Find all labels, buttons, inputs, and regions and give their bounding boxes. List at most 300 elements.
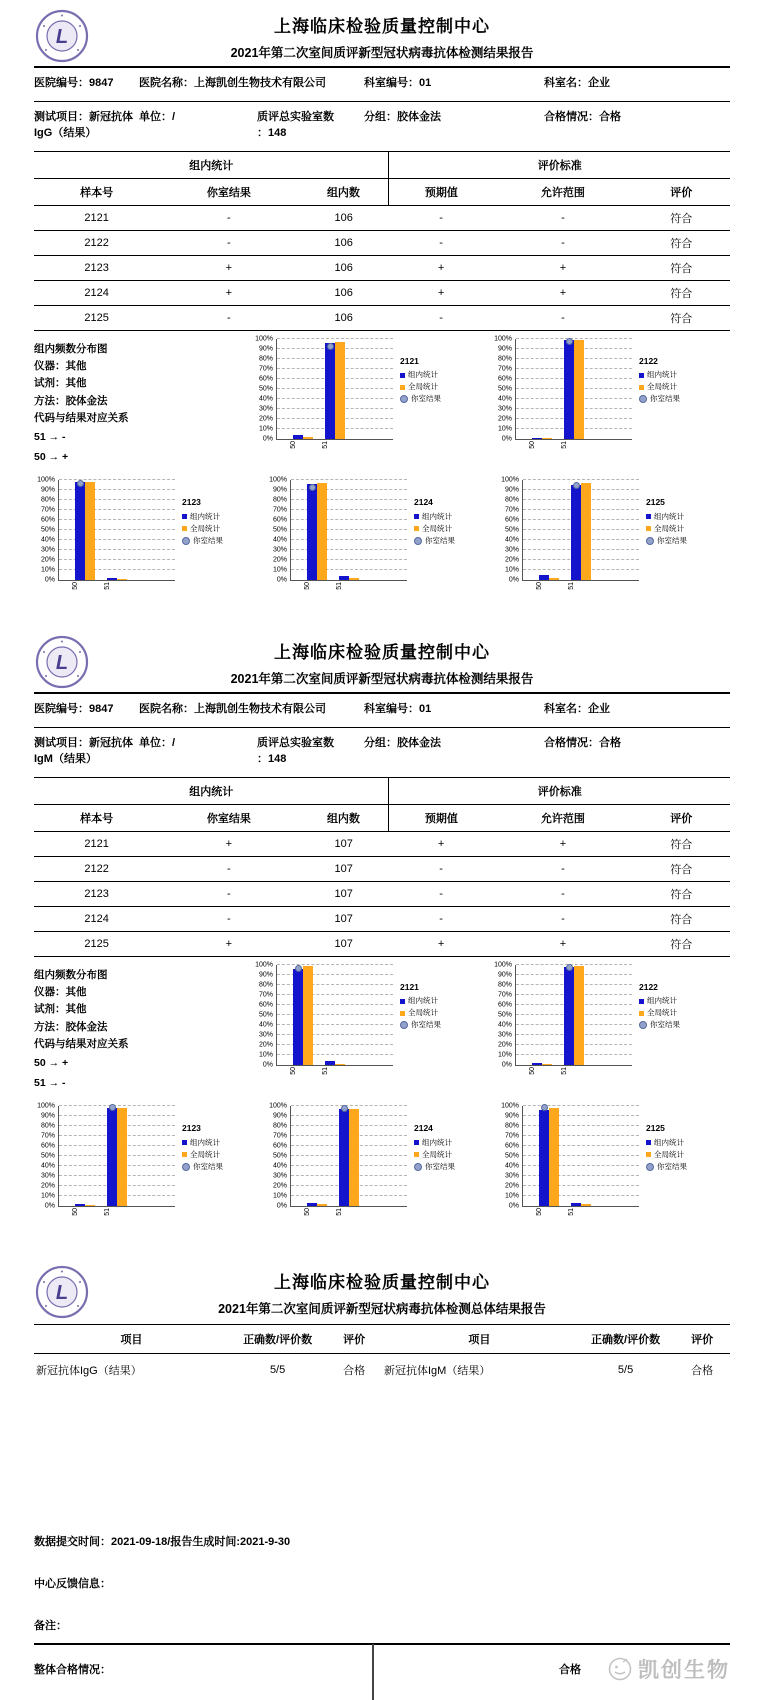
y-tick-label: 100% (494, 335, 512, 343)
legend-item-label: 全局统计 (190, 523, 220, 533)
y-tick-label: 80% (504, 1122, 519, 1130)
group-stat-bar (339, 1109, 349, 1206)
your-result-marker (309, 484, 316, 491)
y-tick-label: 60% (497, 1001, 512, 1009)
y-tick-label: 0% (44, 1202, 55, 1210)
field-label: 医院名称： (139, 703, 194, 715)
y-tick-label: 80% (272, 496, 287, 504)
table-cell: - (389, 906, 493, 931)
x-tick-label: 51 (322, 1066, 329, 1075)
legend-bar-swatch (400, 385, 405, 390)
field-label: 测试项目： (34, 736, 89, 749)
center-feedback-label: 中心反馈信息： (34, 1578, 111, 1590)
field-label: 合格情况： (544, 110, 599, 123)
table-cell: 2124 (34, 906, 159, 931)
y-tick-label: 0% (276, 576, 287, 584)
legend-item (400, 1007, 441, 1019)
field-label: 分组： (364, 736, 397, 749)
legend-item (400, 393, 441, 405)
global-stat-bar (117, 579, 127, 580)
col-allowed-range: 允许范围 (493, 178, 632, 205)
y-tick-label: 30% (497, 405, 512, 413)
legend-marker-swatch (182, 1163, 190, 1171)
chart-gridline (277, 338, 393, 339)
y-tick-label: 0% (262, 435, 273, 443)
legend-item-label: 组内统计 (647, 996, 677, 1006)
table-cell: 2122 (34, 230, 159, 255)
group-stat-bar (75, 482, 85, 580)
legend-item (646, 1161, 687, 1173)
y-tick-label: 10% (504, 1192, 519, 1200)
table-cell: 106 (298, 305, 388, 330)
field-value: 合格 (599, 110, 621, 123)
table-cell: 符合 (633, 881, 731, 906)
chart-gridline (523, 479, 639, 480)
table-cell: - (389, 305, 493, 330)
table-cell: + (493, 931, 632, 956)
chart-legend-title: 2125 (646, 1123, 665, 1133)
y-tick-label: 30% (504, 1172, 519, 1180)
chart-legend (639, 981, 680, 1032)
lab-count (257, 110, 364, 142)
legend-item (400, 1019, 441, 1031)
y-tick-label: 10% (258, 1051, 273, 1059)
y-tick-label: 80% (272, 1122, 287, 1130)
legend-item (182, 1161, 223, 1173)
table-cell: 符合 (633, 305, 731, 330)
x-tick-label: 51 (568, 582, 575, 590)
charts-row (34, 961, 730, 1092)
table-cell: 107 (298, 856, 388, 881)
y-tick-label: 100% (37, 1102, 55, 1110)
y-tick-label: 20% (497, 1041, 512, 1049)
field-value: 胶体金法 (397, 110, 441, 123)
y-tick-label: 100% (269, 476, 287, 484)
legend-item (400, 995, 441, 1007)
chart-y-axis-labels (266, 476, 290, 584)
y-tick-label: 50% (258, 385, 273, 393)
global-stat-bar (581, 483, 591, 580)
legend-item (414, 1161, 455, 1173)
legend-item (639, 995, 680, 1007)
global-stat-bar (349, 578, 359, 580)
chart-y-axis-labels (34, 1102, 58, 1210)
field-label: 单位： (139, 110, 172, 123)
chart-y-axis-labels (498, 476, 522, 584)
x-tick-label: 51 (322, 440, 329, 449)
x-tick-label: 51 (561, 440, 568, 449)
global-stat-bar (581, 1204, 591, 1206)
legend-item (639, 1007, 680, 1019)
field-value: / (172, 736, 176, 749)
legend-item-label: 你室结果 (411, 1020, 441, 1030)
field-value: 合格 (599, 736, 621, 749)
y-tick-label: 0% (508, 1202, 519, 1210)
y-tick-label: 10% (272, 566, 287, 574)
code-mapping-1: 50 → + (34, 1057, 69, 1070)
table-row (34, 931, 730, 956)
legend-marker-swatch (400, 1021, 408, 1029)
table-cell: 2125 (34, 931, 159, 956)
chart-plot-area (522, 480, 639, 590)
table-cell: + (389, 831, 493, 856)
y-tick-label: 0% (508, 576, 519, 584)
legend-bar-swatch (182, 526, 187, 531)
y-tick-label: 30% (40, 546, 55, 554)
global-stat-bar (349, 1109, 359, 1206)
y-tick-label: 60% (258, 1001, 273, 1009)
field-label: 医院编号： (34, 77, 89, 89)
legend-item (639, 381, 680, 393)
center-seal-logo (34, 1264, 90, 1320)
y-tick-label: 80% (258, 981, 273, 989)
frequency-chart-igg-2121 (252, 335, 491, 465)
table-cell: + (493, 255, 632, 280)
overall-status-label: 整体合格情况： (34, 1664, 111, 1676)
legend-marker-swatch (639, 1021, 647, 1029)
y-tick-label: 40% (504, 536, 519, 544)
legend-item-label: 你室结果 (411, 394, 441, 404)
legend-item-label: 全局统计 (422, 1149, 452, 1159)
test-info-row (34, 727, 730, 777)
legend-marker-swatch (646, 1163, 654, 1171)
y-tick-label: 80% (497, 981, 512, 989)
table-row (34, 881, 730, 906)
col-item: 项目 (34, 1325, 229, 1354)
legend-bar-swatch (182, 514, 187, 519)
chart-legend (414, 1122, 455, 1173)
chart-plot-area (58, 480, 175, 590)
x-tick-label: 51 (104, 1208, 111, 1216)
table-cell: - (389, 856, 493, 881)
chart-legend-title: 2122 (639, 355, 658, 366)
instrument-line: 仪器：其他 (34, 360, 87, 373)
chart-y-axis-labels (252, 961, 276, 1069)
y-tick-label: 20% (272, 1182, 287, 1190)
code-mapping-title: 代码与结果对应关系 (34, 1038, 129, 1051)
table-cell: + (389, 931, 493, 956)
table-column-header (34, 804, 730, 831)
legend-item (646, 511, 687, 523)
chart-legend-title: 2123 (182, 1123, 201, 1133)
y-tick-label: 90% (504, 486, 519, 494)
col-expected: 预期值 (389, 178, 493, 205)
legend-item (639, 369, 680, 381)
report-section-igg (0, 0, 764, 620)
legend-marker-swatch (639, 395, 647, 403)
code-mapping-title: 代码与结果对应关系 (34, 412, 129, 425)
hospital-code (34, 702, 139, 718)
field-value: 上海凯创生物技术有限公司 (194, 77, 326, 89)
remark-label: 备注： (34, 1620, 67, 1632)
legend-marker-swatch (400, 395, 408, 403)
field-label: 测试项目： (34, 110, 89, 123)
table-cell: - (159, 906, 298, 931)
legend-item (414, 523, 455, 535)
test-item (34, 736, 139, 768)
legend-bar-swatch (639, 373, 644, 378)
y-tick-label: 0% (276, 1202, 287, 1210)
chart-y-axis-labels (34, 476, 58, 584)
field-value: ：148 (257, 126, 287, 139)
group-stat-bar (325, 343, 335, 439)
y-tick-label: 90% (504, 1112, 519, 1120)
legend-item-label: 全局统计 (190, 1149, 220, 1159)
table-cell: 2125 (34, 305, 159, 330)
charts-row (34, 476, 730, 606)
y-tick-label: 0% (44, 576, 55, 584)
reagent-line: 试剂：其他 (34, 1003, 87, 1016)
field-label: 单位： (139, 736, 172, 749)
legend-item (646, 1137, 687, 1149)
instrument-line: 仪器：其他 (34, 986, 87, 999)
y-tick-label: 40% (497, 395, 512, 403)
global-stat-bar (303, 437, 313, 439)
y-tick-label: 40% (258, 1021, 273, 1029)
global-stat-bar (85, 482, 95, 580)
legend-item-label: 你室结果 (657, 535, 687, 545)
table-group-header (34, 777, 730, 804)
y-tick-label: 70% (497, 991, 512, 999)
group-header-right: 评价标准 (389, 151, 730, 178)
legend-bar-swatch (646, 1152, 651, 1157)
table-group-header (34, 151, 730, 178)
y-tick-label: 60% (272, 1142, 287, 1150)
field-label: 医院编号： (34, 703, 89, 715)
y-tick-label: 70% (40, 1132, 55, 1140)
legend-item-label: 全局统计 (654, 1149, 684, 1159)
y-tick-label: 50% (504, 526, 519, 534)
table-cell: - (389, 205, 493, 230)
legend-bar-swatch (400, 373, 405, 378)
chart-plot-area (58, 1106, 175, 1216)
table-cell: + (389, 255, 493, 280)
report-subtitle: 2021年第二次室间质评新型冠状病毒抗体检测结果报告 (230, 671, 534, 686)
x-tick-label: 50 (290, 1066, 297, 1075)
frequency-chart-igg-2122 (491, 335, 730, 465)
bottom-center-mark (372, 1644, 374, 1700)
x-tick-label: 50 (72, 1208, 79, 1216)
col-evaluation: 评价 (674, 1325, 730, 1354)
legend-item (639, 1019, 680, 1031)
group-stat-bar (307, 1203, 317, 1206)
y-tick-label: 50% (258, 1011, 273, 1019)
x-tick-label: 50 (304, 582, 311, 590)
y-tick-label: 100% (255, 335, 273, 343)
method-line: 方法：胶体金法 (34, 1020, 108, 1033)
report-header (34, 1264, 730, 1320)
chart-legend (639, 355, 680, 406)
company-logo-icon (607, 1656, 633, 1682)
your-result-marker (566, 338, 573, 345)
chart-legend-title: 2124 (414, 497, 433, 507)
legend-item-label: 组内统计 (190, 1137, 220, 1147)
legend-marker-swatch (414, 1163, 422, 1171)
department-code (364, 76, 544, 92)
pass-status (544, 110, 730, 142)
table-cell: - (159, 230, 298, 255)
legend-item-label: 你室结果 (425, 1161, 455, 1171)
y-tick-label: 50% (497, 385, 512, 393)
x-tick-label: 50 (536, 1208, 543, 1216)
col-allowed-range: 允许范围 (493, 804, 632, 831)
results-table-body (34, 831, 730, 956)
legend-item (414, 535, 455, 547)
chart-legend (646, 496, 687, 547)
y-tick-label: 90% (258, 971, 273, 979)
your-result-marker (573, 482, 580, 489)
group-stat-bar (532, 438, 542, 439)
table-row (34, 280, 730, 305)
frequency-chart-igm-2123 (34, 1102, 266, 1232)
y-tick-label: 60% (272, 516, 287, 524)
y-tick-label: 60% (504, 1142, 519, 1150)
table-cell: - (159, 881, 298, 906)
table-cell: 2123 (34, 881, 159, 906)
table-cell: - (389, 230, 493, 255)
group-stat-bar (107, 1108, 117, 1206)
table-cell: 5/5 (617, 1364, 634, 1376)
chart-y-axis-labels (491, 335, 515, 443)
table-cell: 107 (298, 831, 388, 856)
table-cell: 符合 (633, 831, 731, 856)
legend-bar-swatch (414, 526, 419, 531)
y-tick-label: 30% (504, 546, 519, 554)
report-footer (0, 1533, 764, 1700)
field-label: 科室名： (544, 77, 588, 89)
y-tick-label: 10% (40, 566, 55, 574)
group-header-left: 组内统计 (34, 151, 389, 178)
legend-item-label: 组内统计 (647, 370, 677, 380)
svg-text:L: L (55, 1282, 69, 1304)
code-mapping-2: 51 → - (34, 1076, 66, 1089)
chart-gridline (277, 964, 393, 965)
legend-item (639, 393, 680, 405)
table-row (34, 205, 730, 230)
company-watermark (607, 1654, 730, 1684)
table-cell: 合格 (691, 1365, 714, 1377)
legend-item (182, 511, 223, 523)
legend-item (400, 369, 441, 381)
y-tick-label: 40% (40, 536, 55, 544)
table-cell: 符合 (633, 230, 731, 255)
table-cell: + (159, 931, 298, 956)
chart-legend-title: 2121 (400, 981, 419, 992)
svg-text:L: L (55, 26, 69, 48)
y-tick-label: 90% (497, 971, 512, 979)
table-cell: + (159, 255, 298, 280)
col-item: 项目 (382, 1325, 577, 1354)
group-stat-bar (293, 435, 303, 439)
y-tick-label: 10% (272, 1192, 287, 1200)
your-result-marker (541, 1104, 548, 1111)
y-tick-label: 20% (497, 415, 512, 423)
your-result-marker (295, 965, 302, 972)
y-tick-label: 60% (40, 516, 55, 524)
lab-count (257, 736, 364, 768)
table-cell: - (159, 305, 298, 330)
table-row (34, 255, 730, 280)
table-cell: - (493, 856, 632, 881)
global-stat-bar (335, 1064, 345, 1065)
y-tick-label: 90% (272, 486, 287, 494)
y-tick-label: 10% (258, 425, 273, 433)
unit (139, 736, 257, 768)
chart-plot-area (515, 339, 632, 449)
y-tick-label: 30% (258, 1031, 273, 1039)
table-cell: 2124 (34, 280, 159, 305)
legend-item (414, 511, 455, 523)
y-tick-label: 60% (40, 1142, 55, 1150)
global-stat-bar (117, 1108, 127, 1206)
summary-table-body (34, 1354, 730, 1387)
table-cell: + (389, 280, 493, 305)
legend-bar-swatch (400, 1011, 405, 1016)
table-cell: 合格 (343, 1365, 366, 1377)
group-stat-bar (75, 1204, 85, 1206)
table-cell: 106 (298, 230, 388, 255)
col-group-n: 组内数 (298, 804, 388, 831)
global-stat-bar (549, 578, 559, 580)
footer-divider (34, 1643, 730, 1645)
x-tick-label: 51 (561, 1066, 568, 1075)
table-row (34, 856, 730, 881)
overall-status-row (34, 1654, 730, 1684)
y-tick-label: 50% (40, 1152, 55, 1160)
table-cell: 107 (298, 931, 388, 956)
table-cell: - (493, 305, 632, 330)
svg-text:L: L (55, 652, 69, 674)
report-titles (90, 638, 730, 687)
table-cell: 新冠抗体IgM（结果） (383, 1365, 491, 1377)
table-cell: 符合 (633, 931, 731, 956)
y-tick-label: 40% (497, 1021, 512, 1029)
group-header-right: 评价标准 (389, 777, 730, 804)
report-header (34, 8, 730, 64)
col-your-result: 你室结果 (159, 178, 298, 205)
table-cell: 新冠抗体IgG（结果） (36, 1365, 142, 1377)
table-cell: - (493, 906, 632, 931)
y-tick-label: 40% (272, 1162, 287, 1170)
y-tick-label: 0% (262, 1061, 273, 1069)
chart-legend-title: 2125 (646, 497, 665, 507)
y-tick-label: 40% (258, 395, 273, 403)
y-tick-label: 100% (501, 476, 519, 484)
legend-item-label: 组内统计 (654, 511, 684, 521)
y-tick-label: 30% (497, 1031, 512, 1039)
x-tick-label: 50 (290, 440, 297, 449)
y-tick-label: 40% (40, 1162, 55, 1170)
x-tick-label: 50 (304, 1208, 311, 1216)
group-stat-bar (571, 485, 581, 580)
chart-y-axis-labels (498, 1102, 522, 1210)
y-tick-label: 80% (40, 496, 55, 504)
y-tick-label: 20% (40, 1182, 55, 1190)
y-tick-label: 80% (258, 355, 273, 363)
legend-item-label: 全局统计 (422, 523, 452, 533)
group-stat-bar (325, 1061, 335, 1065)
legend-marker-swatch (646, 537, 654, 545)
y-tick-label: 60% (504, 516, 519, 524)
legend-bar-swatch (639, 1011, 644, 1016)
chart-y-axis-labels (491, 961, 515, 1069)
department-code (364, 702, 544, 718)
table-cell: - (493, 205, 632, 230)
y-tick-label: 70% (258, 365, 273, 373)
department-name (544, 76, 730, 92)
group-stat-bar (539, 575, 549, 580)
y-tick-label: 80% (504, 496, 519, 504)
